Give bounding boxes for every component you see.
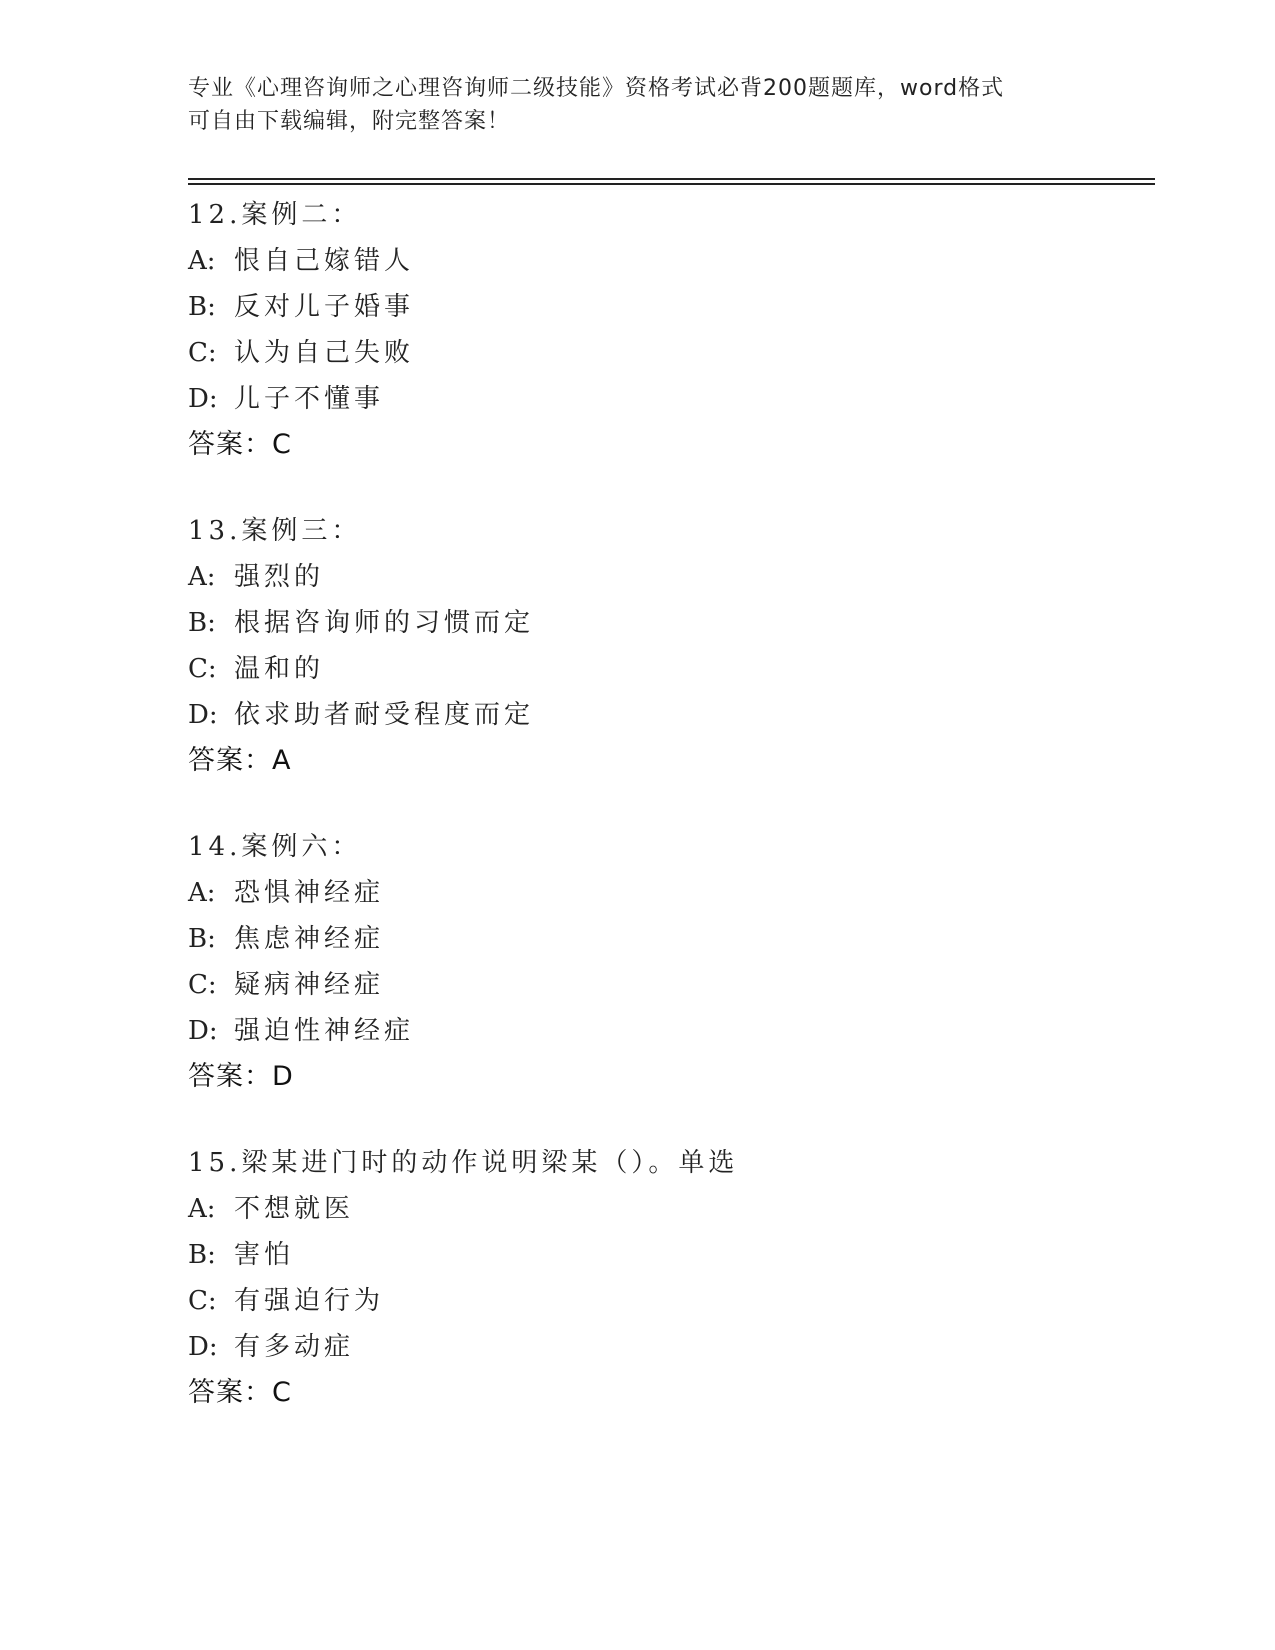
option-d bbox=[188, 376, 1148, 422]
option-text: 焦虑神经症 bbox=[234, 924, 385, 954]
header-line-1: 专业《心理咨询师之心理咨询师二级技能》资格考试必背200题题库，word格式 bbox=[188, 76, 1005, 101]
option-text: 疑病神经症 bbox=[234, 970, 385, 1000]
option-b bbox=[188, 600, 1148, 646]
option-d bbox=[188, 1324, 1148, 1370]
option-letter: A: bbox=[188, 246, 216, 276]
question-item bbox=[188, 508, 1148, 784]
option-b bbox=[188, 1232, 1148, 1278]
option-c bbox=[188, 330, 1148, 376]
option-c bbox=[188, 1278, 1148, 1324]
option-letter: A: bbox=[188, 562, 216, 592]
option-letter: C: bbox=[188, 338, 217, 368]
option-text: 恨自己嫁错人 bbox=[234, 246, 415, 276]
option-letter: A: bbox=[188, 878, 216, 908]
option-letter: C: bbox=[188, 1286, 217, 1316]
option-text: 根据咨询师的习惯而定 bbox=[234, 608, 535, 638]
question-item bbox=[188, 824, 1148, 1100]
option-c bbox=[188, 962, 1148, 1008]
option-text: 认为自己失败 bbox=[234, 338, 415, 368]
option-text: 有多动症 bbox=[234, 1332, 355, 1362]
option-text: 恐惧神经症 bbox=[234, 878, 385, 908]
header-line-2: 可自由下载编辑，附完整答案！ bbox=[188, 109, 511, 134]
option-letter: C: bbox=[188, 654, 217, 684]
option-a bbox=[188, 1186, 1148, 1232]
question-stem: 15.梁某进门时的动作说明梁某（）。单选 bbox=[188, 1148, 739, 1178]
option-b bbox=[188, 284, 1148, 330]
option-d bbox=[188, 1008, 1148, 1054]
question-stem: 12.案例二： bbox=[188, 200, 362, 230]
option-letter: D: bbox=[188, 1332, 218, 1362]
option-text: 儿子不懂事 bbox=[234, 384, 385, 414]
option-letter: A: bbox=[188, 1194, 216, 1224]
answer-line: 答案：D bbox=[188, 1061, 294, 1092]
option-a bbox=[188, 554, 1148, 600]
answer-line: 答案：C bbox=[188, 429, 292, 460]
option-letter: B: bbox=[188, 924, 216, 954]
option-letter: B: bbox=[188, 608, 216, 638]
option-text: 不想就医 bbox=[234, 1194, 355, 1224]
option-text: 强烈的 bbox=[234, 562, 325, 592]
answer-line: 答案：C bbox=[188, 1377, 292, 1408]
header-divider-bottom bbox=[188, 183, 1155, 185]
option-text: 害怕 bbox=[234, 1240, 295, 1270]
option-text: 反对儿子婚事 bbox=[234, 292, 415, 322]
option-a bbox=[188, 870, 1148, 916]
option-text: 依求助者耐受程度而定 bbox=[234, 700, 535, 730]
option-d bbox=[188, 692, 1148, 738]
option-b bbox=[188, 916, 1148, 962]
option-letter: D: bbox=[188, 1016, 218, 1046]
option-letter: C: bbox=[188, 970, 217, 1000]
header-divider-top bbox=[188, 178, 1155, 180]
question-stem: 14.案例六： bbox=[188, 832, 362, 862]
option-text: 强迫性神经症 bbox=[234, 1016, 415, 1046]
question-item bbox=[188, 192, 1148, 468]
option-text: 温和的 bbox=[234, 654, 325, 684]
option-letter: D: bbox=[188, 384, 218, 414]
question-list bbox=[188, 192, 1148, 1456]
option-text: 有强迫行为 bbox=[234, 1286, 385, 1316]
option-c bbox=[188, 646, 1148, 692]
option-a bbox=[188, 238, 1148, 284]
document-header bbox=[188, 72, 1088, 138]
answer-line: 答案：A bbox=[188, 745, 292, 776]
option-letter: B: bbox=[188, 292, 216, 322]
question-item bbox=[188, 1140, 1148, 1416]
option-letter: D: bbox=[188, 700, 218, 730]
question-stem: 13.案例三： bbox=[188, 516, 362, 546]
option-letter: B: bbox=[188, 1240, 216, 1270]
